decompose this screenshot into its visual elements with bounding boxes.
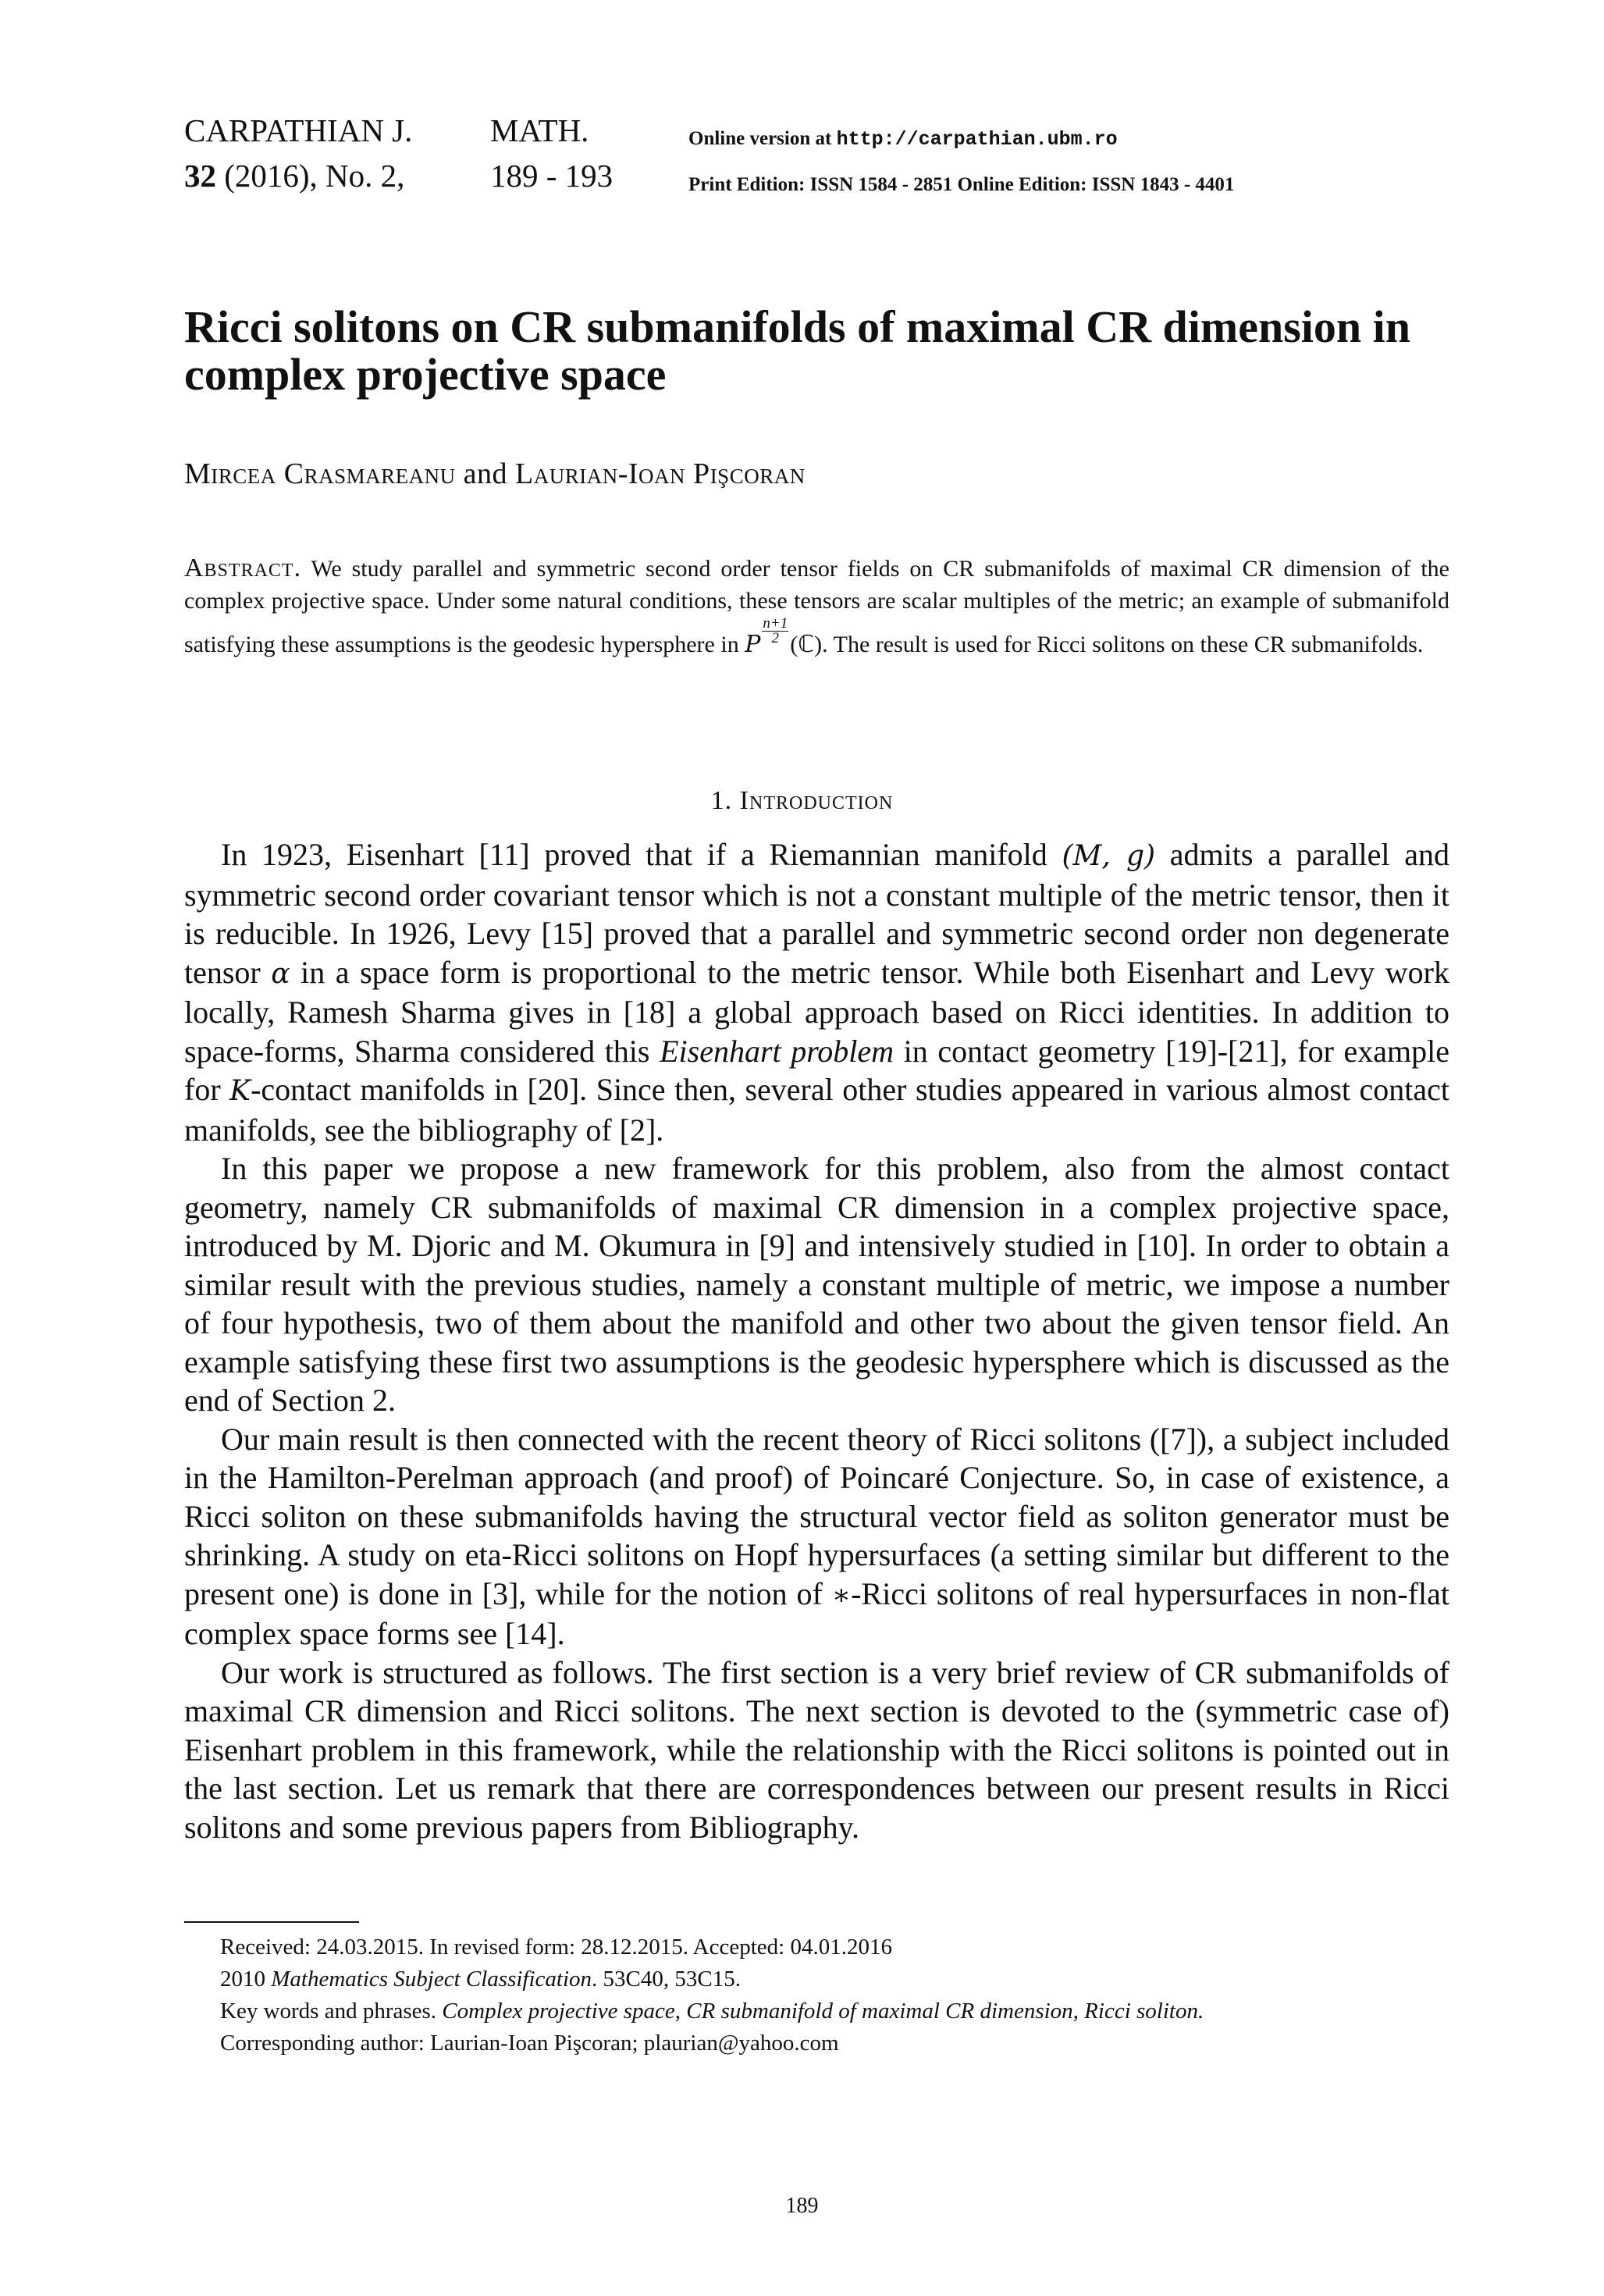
edition-info [688,116,1234,208]
p3-text-b: -Ricci solitons of real hypersurfaces in non-flat complex space forms see [14]. [184,1575,1450,1651]
p1-emphasis: Eisenhart problem [660,1033,894,1069]
page-range: 189 - 193 [490,158,614,194]
fraction-numerator: n+1 [763,615,788,632]
online-prefix: Online version at [688,128,837,149]
section-heading [0,786,1604,816]
online-version [688,116,1234,162]
math-P: P [745,631,761,658]
online-url: http://carpathian.ubm.ro [836,128,1118,151]
footnote-corresponding: Corresponding author: Laurian-Ioan Pişcoran; plaurian@yahoo.com [220,2031,839,2056]
paragraph-2: In this paper we propose a new framework for this problem, also from the almost contact geometry, namely CR submanifolds of maximal CR dimension in a complex projective space, introduced by M. Djoric and M. Okumura in [9] and intensively studied in [10]. In order to obtain a similar result with the previous studies, namely a constant multiple of metric, we impose a number of four hypothesis, two of them about the manifold and other two about the given tensor field. An example satisfying these first two assumptions is the geodesic hypersphere which is discussed as the end of Section 2. [184,1151,1449,1418]
msc-prefix: 2010 [220,1967,272,1992]
abstract-text-a: We study parallel and symmetric second order tensor fields on CR submanifolds of maximal CR dimension of the complex projective space. Under some natural conditions, these tensors are scalar multiples of the metric; an example of submanifold satisfying these assumptions is the geodesic hypersphere in [184,556,1449,657]
abstract-label: Abstract. [184,554,302,582]
body-text [184,835,1449,1846]
author-conjunction: and [463,457,508,490]
abstract [184,552,1449,660]
journal-name: CARPATHIAN J. [184,112,413,148]
journal-volume-row [184,153,614,198]
footnote-received: Received: 24.03.2015. In revised form: 28.12.2015. Accepted: 04.01.2016 [220,1935,892,1960]
journal-name-row [184,108,589,153]
p1-text-c: in a space form is proportional to the metric tensor. While both Eisenhart and Levy work locally, Ramesh Sharma gives in [18] a global approach based on Ricci identities. In addition to space-forms, Sharma considered this [184,954,1449,1069]
journal-name-math: MATH. [490,112,589,148]
authors [184,457,806,491]
author-2: Laurian-Ioan Pişcoran [515,457,806,490]
paragraph-3 [184,1420,1449,1653]
volume-number: 32 [184,158,216,194]
msc-codes: . 53C40, 53C15. [592,1967,741,1992]
p1-text-e: -contact manifolds in [20]. Since then, several other studies appeared in various almost contact manifolds, see the bibliography of [2]. [184,1072,1450,1148]
math-exponent-fraction [762,617,788,646]
p1-text-d: in contact geometry [19]-[21], for example for [184,1033,1449,1107]
section-number: 1. [710,786,733,815]
author-1: Mircea Crasmareanu [184,457,456,490]
footnote-rule [184,1921,359,1923]
journal-header [184,108,614,198]
math-M-g: (M, g) [1062,840,1156,872]
math-star: ∗ [831,1579,852,1611]
page-number: 189 [785,2194,819,2218]
msc-label: Mathematics Subject Classification [271,1967,592,1992]
p3-text-a: Our main result is then connected with the recent theory of Ricci solitons ([7]), a subject included in the Hamilton-Perelman approach (and proof) of Poincaré Conjecture. So, in case of existence, a Ricci soliton on these submanifolds having the structural vector field as soliton generator must be shrinking. A study on eta-Ricci solitons on Hopf hypersurfaces (a setting similar but different to the present one) is done in [3], while for the notion of [184,1421,1449,1611]
print-edition: Print Edition: ISSN 1584 - 2851 Online Edition: ISSN 1843 - 4401 [688,174,1235,195]
paragraph-1 [184,835,1449,1149]
keywords-prefix: Key words and phrases. [220,1999,443,2024]
section-title: Introduction [739,786,894,815]
fraction-denominator: 2 [771,630,780,646]
footnote [220,1931,1453,2059]
volume-issue: (2016), No. 2, [216,158,405,194]
math-complex: (ℂ). [790,632,828,657]
footnote-msc [220,1963,1453,1995]
p1-text-b: admits a parallel and symmetric second order covariant tensor which is not a constant multiple of the metric tensor, then it is reducible. In 1926, Levy [15] proved that a parallel and symmetric second order non degenerate tensor [184,837,1449,990]
paragraph-4: Our work is structured as follows. The first section is a very brief review of CR submanifolds of maximal CR dimension and Ricci solitons. The next section is devoted to the (symmetric case of) Eisenhart problem in this framework, while the relationship with the Ricci solitons is pointed out in the last section. Let us remark that there are correspondences between our present results in Ricci solitons and some previous papers from Bibliography. [184,1654,1449,1845]
keywords-list: Complex projective space, CR submanifold of maximal CR dimension, Ricci soliton. [442,1999,1204,2024]
abstract-math [745,615,828,658]
math-alpha: α [271,957,290,990]
p1-text-a: In 1923, Eisenhart [11] proved that if a Riemannian manifold [221,837,1047,872]
abstract-text-b: The result is used for Ricci solitons on these CR submanifolds. [833,632,1424,657]
paper-title: Ricci solitons on CR submanifolds of maximal CR dimension in complex projective space [184,301,1411,400]
footnote-keywords [220,1995,1453,2027]
math-K: K [229,1075,251,1107]
